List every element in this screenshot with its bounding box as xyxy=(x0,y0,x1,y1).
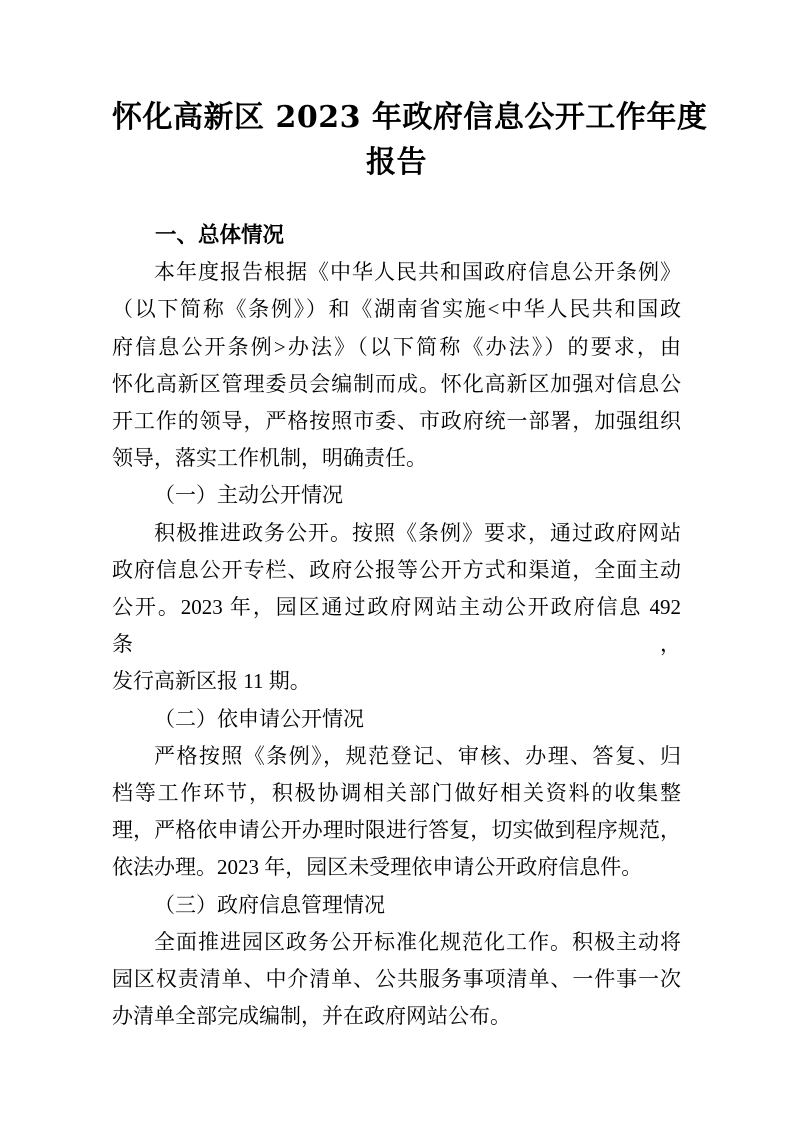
paragraph-line: 理，严格依申请公开办理时限进行答复，切实做到程序规范， xyxy=(112,818,681,843)
document-body xyxy=(112,217,681,1035)
paragraph-line: 严格按照《条例》，规范登记、审核、办理、答复、归 xyxy=(154,743,681,768)
paragraph-line: 公开。2023 年，园区通过政府网站主动公开政府信息 492 条， xyxy=(112,595,681,657)
paragraph-line: 怀化高新区管理委员会编制而成。怀化高新区加强对信息公 xyxy=(112,371,681,396)
paragraph-line: 本年度报告根据《中华人民共和国政府信息公开条例》 xyxy=(154,260,681,285)
title-line-1: 怀化高新区 2023 年政府信息公开工作年度 xyxy=(112,100,708,135)
paragraph-line: 领导，落实工作机制，明确责任。 xyxy=(112,446,427,471)
section-heading: 一、总体情况 xyxy=(155,223,285,247)
paragraph-line: 依法办理。2023 年，园区未受理依申请公开政府信息件。 xyxy=(112,855,643,880)
paragraph-line: 开工作的领导，严格按照市委、市政府统一部署，加强组织 xyxy=(112,409,681,434)
paragraph-line: 全面推进园区政务公开标准化规范化工作。积极主动将 xyxy=(154,929,681,954)
paragraph-line: 办清单全部完成编制，并在政府网站公布。 xyxy=(112,1004,511,1029)
paragraph-line: 政府信息公开专栏、政府公报等公开方式和渠道，全面主动 xyxy=(112,557,681,582)
subsection-heading-2: （二）依申请公开情况 xyxy=(154,706,364,731)
document-title xyxy=(112,95,708,185)
title-line-2: 报告 xyxy=(366,145,427,180)
paragraph-line: 园区权责清单、中介清单、公共服务事项清单、一件事一次 xyxy=(112,967,681,992)
paragraph-line: 发行高新区报 11 期。 xyxy=(112,669,311,694)
subsection-heading-3: （三）政府信息管理情况 xyxy=(154,892,385,917)
paragraph-line: 府信息公开条例>办法》（以下简称《办法》）的要求，由 xyxy=(112,334,681,359)
paragraph-line: 档等工作环节，积极协调相关部门做好相关资料的收集整 xyxy=(112,781,681,806)
paragraph-line: （以下简称《条例》）和《湖南省实施<中华人民共和国政 xyxy=(112,297,681,322)
paragraph-line: 积极推进政务公开。按照《条例》要求，通过政府网站 xyxy=(154,520,681,545)
subsection-heading-1: （一）主动公开情况 xyxy=(154,483,343,508)
